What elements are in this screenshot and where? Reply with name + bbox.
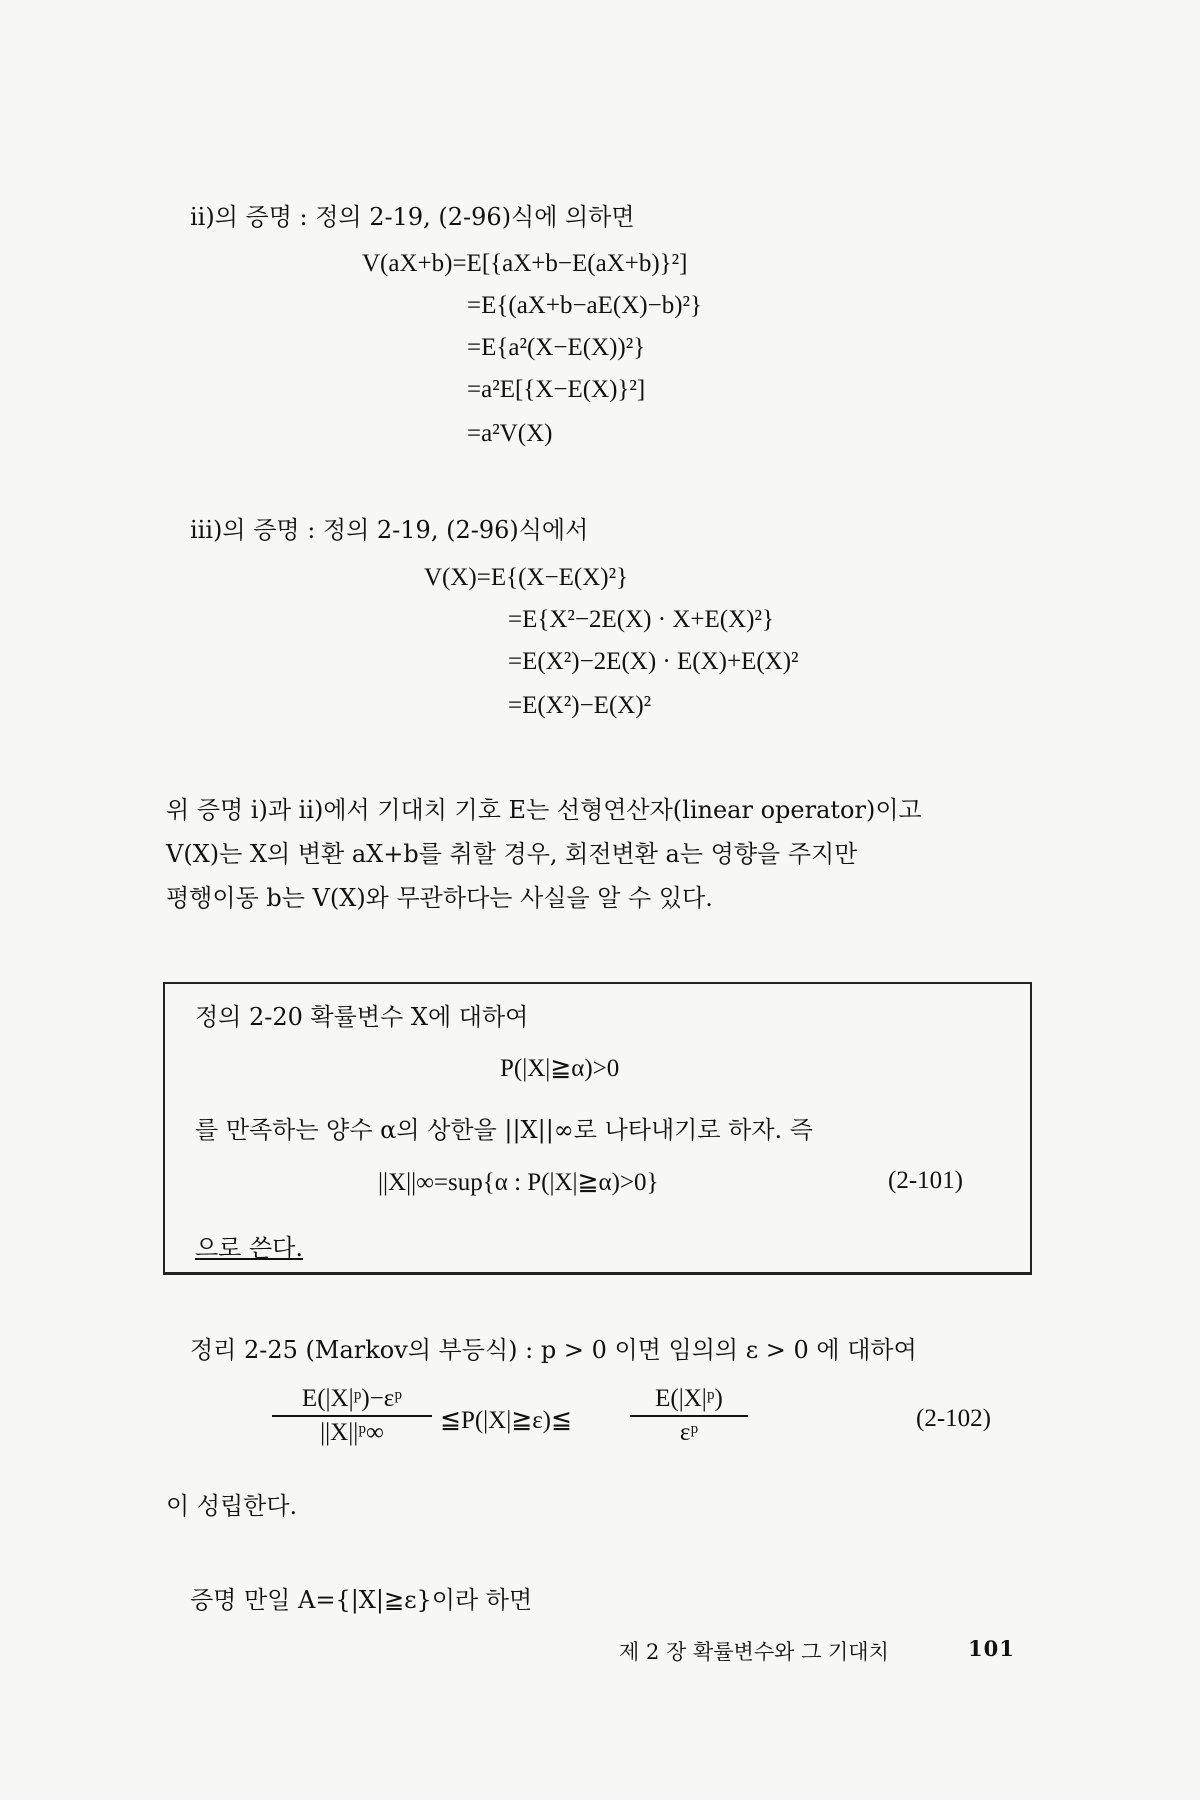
proof-ii-line-4: =a²E[{X−E(X)}²] (467, 376, 646, 403)
theorem-right-denominator: εᵖ (679, 1419, 699, 1446)
proof-iii-line-3: =E(X²)−2E(X) · E(X)+E(X)² (508, 648, 799, 675)
theorem-closing: 이 성립한다. (166, 1492, 298, 1520)
theorem-left-numerator: E(|X|ᵖ)−εᵖ (272, 1385, 432, 1417)
theorem-intro: 정리 2-25 (Markov의 부등식) : p > 0 이면 임의의 ε > 0 에 대하여 (190, 1336, 917, 1364)
proof-ii-line-1: V(aX+b)=E[{aX+b−E(aX+b)}²] (362, 250, 688, 277)
definition-text: 를 만족하는 양수 α의 상한을 ||X||∞로 나타내기로 하자. 즉 (195, 1116, 813, 1144)
remark-line-1: 위 증명 i)과 ii)에서 기대치 기호 E는 선형연산자(linear operator)이고 (166, 796, 922, 824)
proof-iii-line-4: =E(X²)−E(X)² (508, 692, 652, 719)
chapter-footer: 제 2 장 확률변수와 그 기대치 (619, 1640, 889, 1664)
proof-ii-line-5: =a²V(X) (467, 420, 553, 447)
definition-condition: P(|X|≧α)>0 (500, 1055, 620, 1082)
theorem-left-denominator: ||X||ᵖ∞ (320, 1419, 384, 1446)
proof-start: 증명 만일 A={|X|≧ε}이라 하면 (190, 1586, 533, 1614)
page-number: 101 (968, 1636, 1015, 1661)
proof-iii-line-1: V(X)=E{(X−E(X)²} (424, 564, 629, 591)
definition-eq-number: (2-101) (888, 1167, 963, 1194)
definition-intro: 정의 2-20 확률변수 X에 대하여 (195, 1003, 529, 1031)
definition-formula: ||X||∞=sup{α : P(|X|≧α)>0} (378, 1169, 659, 1196)
theorem-eq-number: (2-102) (916, 1405, 991, 1432)
theorem-left-fraction (272, 1385, 432, 1447)
theorem-right-numerator: E(|X|ᵖ) (630, 1385, 748, 1417)
proof-ii-line-2: =E{(aX+b−aE(X)−b)²} (467, 292, 703, 319)
definition-closing: 으로 쓴다. (195, 1234, 303, 1262)
theorem-middle: ≦P(|X|≧ε)≦ (440, 1407, 572, 1434)
proof-iii-heading: iii)의 증명 : 정의 2-19, (2-96)식에서 (190, 516, 589, 544)
proof-ii-heading: ii)의 증명 : 정의 2-19, (2-96)식에 의하면 (190, 203, 635, 231)
proof-ii-line-3: =E{a²(X−E(X))²} (467, 334, 646, 361)
remark-line-3: 평행이동 b는 V(X)와 무관하다는 사실을 알 수 있다. (166, 884, 713, 912)
proof-iii-line-2: =E{X²−2E(X) · X+E(X)²} (508, 606, 774, 633)
theorem-right-fraction (630, 1385, 748, 1447)
remark-line-2: V(X)는 X의 변환 aX+b를 취할 경우, 회전변환 a는 영향을 주지만 (166, 840, 858, 868)
